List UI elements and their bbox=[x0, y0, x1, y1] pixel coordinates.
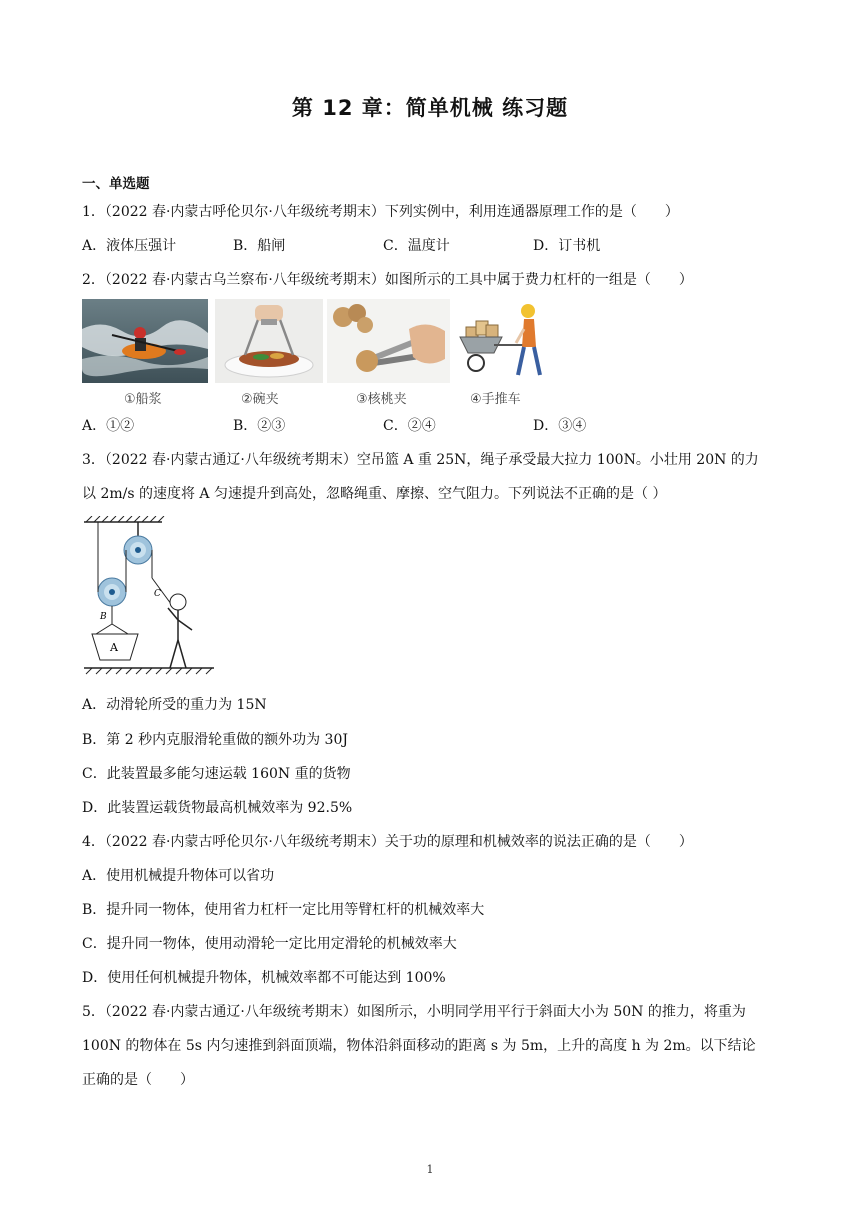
label-c: C bbox=[154, 589, 161, 599]
question-5-line-2: 100N 的物体在 5s 内匀速推到斜面顶端，物体沿斜面移动的距离 s 为 5m，上升的高度 h 为 2m。以下结论 bbox=[82, 1038, 756, 1054]
label-b: B bbox=[100, 612, 107, 622]
caption-3: ③核桃夹 bbox=[356, 392, 407, 407]
question-3-line-2: 以 2m/s 的速度将 A 匀速提升到高处，忽略绳重、摩擦、空气阻力。下列说法不正确的是（ ） bbox=[82, 486, 667, 502]
q2-option-c: C．②④ bbox=[383, 418, 436, 434]
question-1: 1．（2022 春·内蒙古呼伦贝尔·八年级统考期末）下列实例中，利用连通器原理工作的是（ ） bbox=[82, 204, 679, 220]
section-heading: 一、单选题 bbox=[82, 176, 150, 192]
pulley-diagram bbox=[82, 516, 217, 676]
caption-4: ④手推车 bbox=[470, 392, 521, 407]
q1-option-c: C．温度计 bbox=[383, 238, 450, 254]
q4-option-d: D．使用任何机械提升物体，机械效率都不可能达到 100% bbox=[82, 970, 446, 986]
label-a: A bbox=[110, 641, 118, 654]
question-5-line-3: 正确的是（ ） bbox=[82, 1072, 194, 1088]
q1-option-a: A．液体压强计 bbox=[82, 238, 177, 254]
q2-option-a: A．①② bbox=[82, 418, 135, 434]
q3-option-d: D．此装置运载货物最高机械效率为 92.5% bbox=[82, 800, 353, 816]
page-title: 第 12 章：简单机械 练习题 bbox=[291, 96, 569, 120]
q1-option-d: D．订书机 bbox=[533, 238, 601, 254]
kayak-paddle-image bbox=[82, 299, 208, 383]
q4-option-a: A．使用机械提升物体可以省功 bbox=[82, 868, 275, 884]
question-3-line-1: 3．（2022 春·内蒙古通辽·八年级统考期末）空吊篮 A 重 25N，绳子承受最大拉力 100N。小壮用 20N 的力 bbox=[82, 452, 759, 468]
question-5-line-1: 5．（2022 春·内蒙古通辽·八年级统考期末）如图所示，小明同学用平行于斜面大小为 50N 的推力，将重为 bbox=[82, 1004, 746, 1020]
q4-option-b: B．提升同一物体，使用省力杠杆一定比用等臂杠杆的机械效率大 bbox=[82, 902, 485, 918]
q3-option-c: C．此装置最多能匀速运载 160N 重的货物 bbox=[82, 766, 351, 782]
q3-option-b: B．第 2 秒内克服滑轮重做的额外功为 30J bbox=[82, 732, 348, 748]
q4-option-c: C．提升同一物体，使用动滑轮一定比用定滑轮的机械效率大 bbox=[82, 936, 457, 952]
page-number: 1 bbox=[426, 1163, 434, 1176]
caption-2: ②碗夹 bbox=[241, 392, 279, 407]
nutcracker-image bbox=[327, 299, 450, 383]
question-4: 4．（2022 春·内蒙古呼伦贝尔·八年级统考期末）关于功的原理和机械效率的说法正确的是（ ） bbox=[82, 834, 693, 850]
question-2: 2．（2022 春·内蒙古乌兰察布·八年级统考期末）如图所示的工具中属于费力杠杆的一组是（ ） bbox=[82, 272, 693, 288]
caption-1: ①船浆 bbox=[124, 392, 162, 407]
q2-option-b: B．②③ bbox=[233, 418, 286, 434]
wheelbarrow-image bbox=[454, 299, 550, 383]
q3-option-a: A．动滑轮所受的重力为 15N bbox=[82, 697, 267, 713]
q1-option-b: B．船闸 bbox=[233, 238, 286, 254]
q2-option-d: D．③④ bbox=[533, 418, 587, 434]
bowl-clamp-image bbox=[215, 299, 323, 383]
